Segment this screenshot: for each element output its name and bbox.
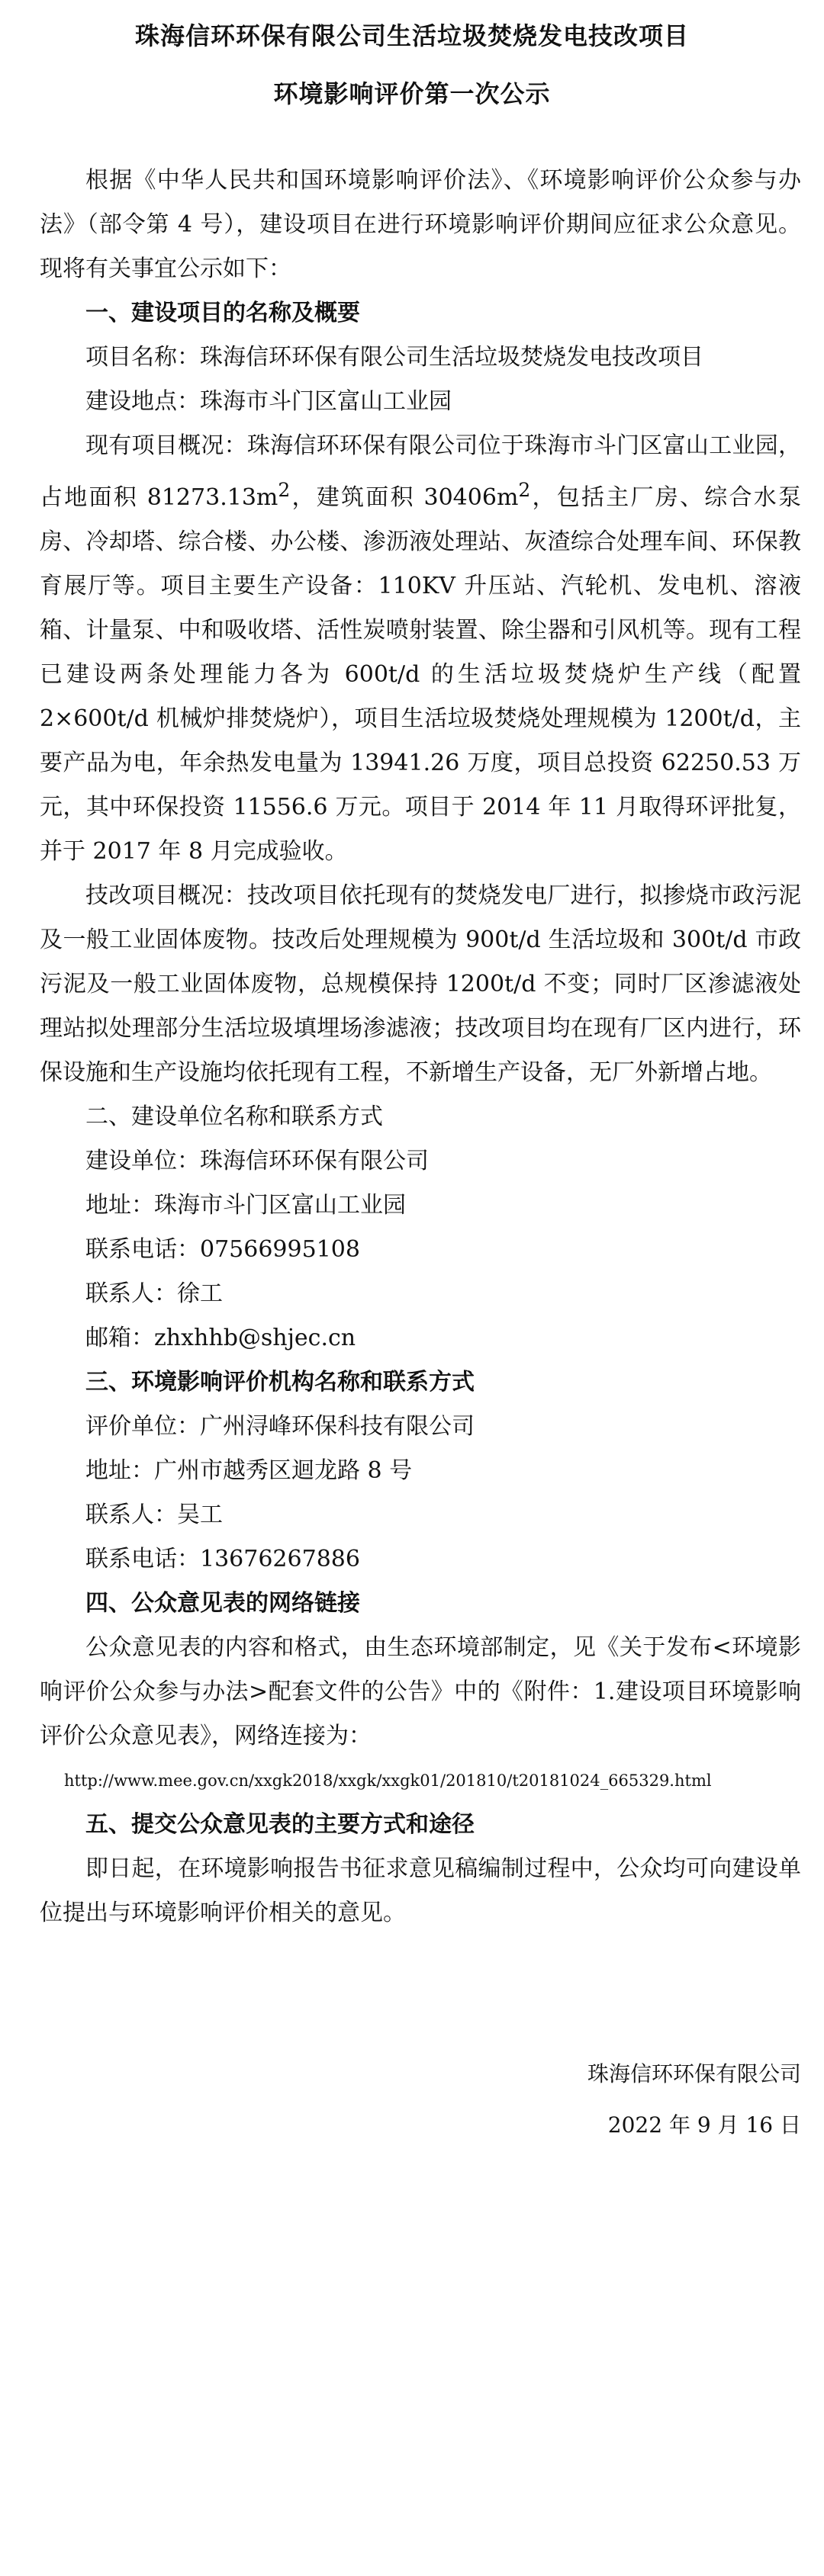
signature-date: 2022 年 9 月 16 日 [607,2112,801,2138]
area-unit-superscript: 2 [278,479,291,501]
existing-text-c: ，包括主厂房、综合水泵房、冷却塔、综合楼、办公楼、渗沥液处理站、灰渣综合处理车间、环保教育展厅等。项目主要生产设备：110KV 升压站、汽轮机、发电机、溶液箱、计量泵、中和吸收塔、活性炭喷射装置、除尘器和引风机等。现有工程已建设两条处理能力各为 600t/d 的生活垃圾焚烧炉生产线（配置 2×600t/d 机械炉排焚烧炉），项目生活垃圾焚烧处理规模为 1200t/d，主要产品为电，年余热发电量为 13941.26 万度，项目总投资 62250.53 万元，其中环保投资 11556.6 万元。项目于 2014 年 11 月取得环评批复，并于 2017 年 8 月完成验收。 [40,484,802,865]
section4-heading: 四、公众意见表的网络链接 [85,1590,360,1617]
feedback-form-link[interactable]: http://www.mee.gov.cn/xxgk2018/xxgk/xxgk01/201810/t20181024_665329.html [64,1771,712,1790]
existing-text-b: ，建筑面积 30406m [290,484,519,511]
notice-title-line2: 环境影响评价第一次公示 [273,79,551,108]
upgrade-project-paragraph: 技改项目概况：技改项目依托现有的焚烧发电厂进行，拟掺烧市政污泥及一般工业固体废物。技改后处理规模为 900t/d 生活垃圾和 300t/d 市政污泥及一般工业固体废物，总规模保持 1200t/d 不变；同时厂区渗滤液处理站拟处理部分生活垃圾填埋场渗滤液；技改项目均在现有厂区内进行，环保设施和生产设施均依托现有工程，不新增生产设备，无厂外新增占地。 [40,882,801,1086]
builder-email: 邮箱：zhxhhb@shjec.cn [85,1325,356,1351]
section1-heading: 一、建设项目的名称及概要 [85,300,360,326]
notice-title-line1: 珠海信环环保有限公司生活垃圾焚烧发电技改项目 [134,21,689,50]
builder-contact: 联系人：徐工 [85,1280,223,1307]
notice-body [40,159,801,1935]
project-name: 项目名称：珠海信环环保有限公司生活垃圾焚烧发电技改项目 [85,344,703,371]
builder-unit: 建设单位：珠海信环环保有限公司 [85,1148,429,1174]
evaluator-address: 地址：广州市越秀区迴龙路 8 号 [85,1457,413,1484]
existing-text-a: 现有项目概况：珠海信环环保有限公司位于珠海市斗门区富山工业园，占地面积 81273.13m [40,432,801,511]
feedback-form-paragraph: 公众意见表的内容和格式，由生态环境部制定，见《关于发布<环境影响评价公众参与办法>配套文件的公告》中的《附件：1.建设项目环境影响评价公众意见表》，网络连接为： [40,1634,801,1749]
section3-heading: 三、环境影响评价机构名称和联系方式 [85,1369,475,1396]
evaluator-phone: 联系电话：13676267886 [85,1546,360,1572]
section2-heading: 二、建设单位名称和联系方式 [85,1103,383,1130]
evaluator-unit: 评价单位：广州浔峰环保科技有限公司 [85,1413,475,1440]
project-location: 建设地点：珠海市斗门区富山工业园 [85,388,452,415]
building-area-unit-superscript: 2 [518,479,531,501]
builder-phone: 联系电话：07566995108 [85,1236,360,1263]
submission-paragraph: 即日起，在环境影响报告书征求意见稿编制过程中，公众均可向建设单位提出与环境影响评价相关的意见。 [40,1855,801,1926]
existing-project-paragraph [40,424,801,874]
signature-company: 珠海信环环保有限公司 [587,2061,801,2086]
evaluator-contact: 联系人：吴工 [85,1502,223,1528]
builder-address: 地址：珠海市斗门区富山工业园 [85,1192,406,1219]
intro-paragraph: 根据《中华人民共和国环境影响评价法》、《环境影响评价公众参与办法》（部令第 4 号），建设项目在进行环境影响评价期间应征求公众意见。现将有关事宜公示如下： [40,167,801,282]
section5-heading: 五、提交公众意见表的主要方式和途径 [85,1811,475,1838]
